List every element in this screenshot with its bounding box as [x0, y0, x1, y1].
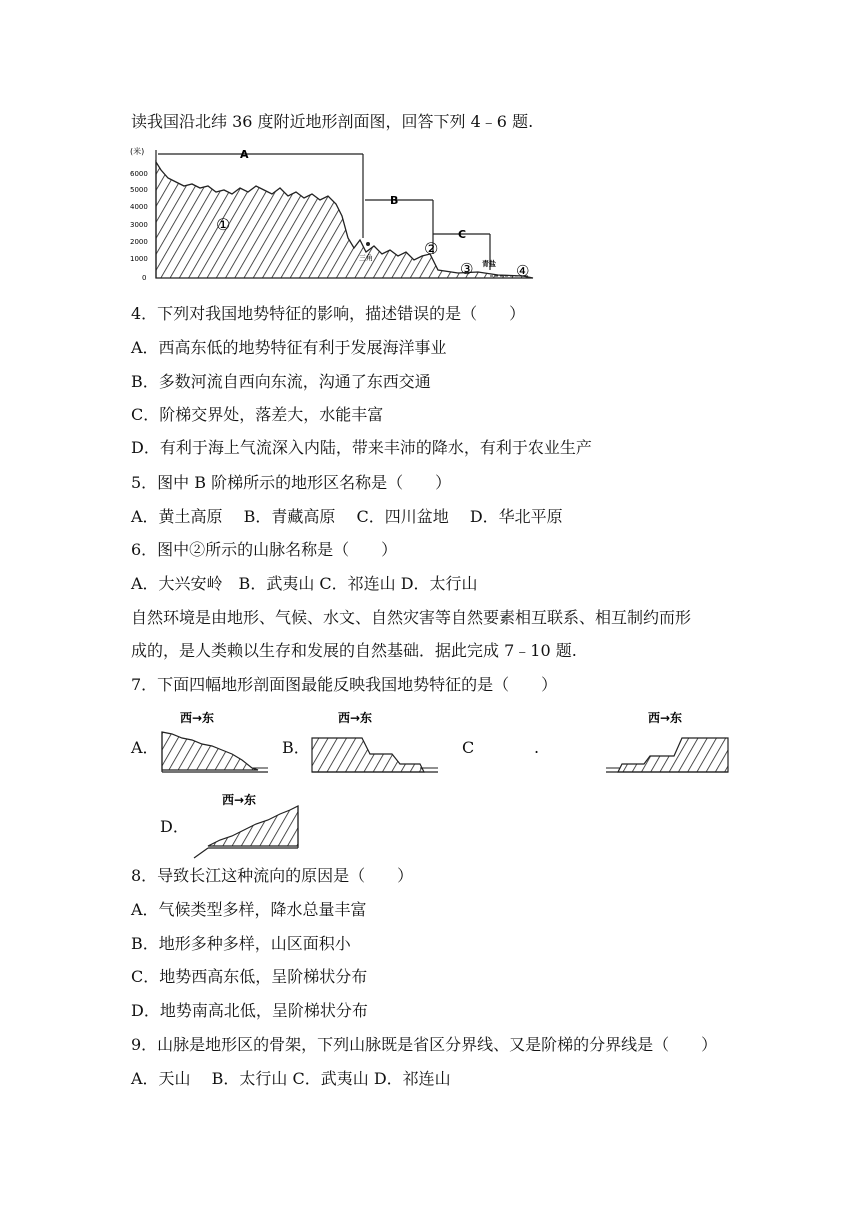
- place-2: 青盐: [482, 260, 496, 268]
- ytick: 0: [142, 274, 147, 282]
- mark-4: ④: [516, 262, 530, 280]
- q9-stem: 9．山脉是地形区的骨架，下列山脉既是省区分界线、又是阶梯的分界线是（ ）: [131, 1035, 718, 1054]
- mark-3: ③: [460, 260, 474, 278]
- q7-label-c: C: [462, 738, 475, 757]
- q6-options: A．大兴安岭 B．武夷山 C．祁连山 D．太行山: [131, 574, 478, 593]
- q6-stem: 6．图中②所示的山脉名称是（ ）: [131, 540, 398, 559]
- q7-dot: .: [534, 738, 540, 757]
- mark-1: ①: [216, 215, 231, 234]
- q7-profile-c: [604, 708, 732, 780]
- q4-option-c: C．阶梯交界处，落差大，水能丰富: [131, 405, 384, 424]
- ytick: 3000: [130, 221, 148, 229]
- q5-stem: 5．图中 B 阶梯所示的地形区名称是（ ）: [131, 473, 452, 492]
- q8-option-a: A．气候类型多样，降水总量丰富: [131, 900, 367, 919]
- q4-option-d: D．有利于海上气流深入内陆，带来丰沛的降水，有利于农业生产: [131, 438, 592, 457]
- q8-option-d: D．地势南高北低，呈阶梯状分布: [131, 1001, 368, 1020]
- q8-option-b: B．地形多种多样，山区面积小: [131, 934, 351, 953]
- terrain-profile-figure: [128, 142, 538, 288]
- ytick: 4000: [130, 203, 148, 211]
- q8-option-c: C．地势西高东低，呈阶梯状分布: [131, 967, 368, 986]
- q9-options: A．天山 B．太行山 C．武夷山 D．祁连山: [131, 1069, 451, 1088]
- intro-7-10-line1: 自然环境是由地形、气候、水文、自然灾害等自然要素相互联系、相互制约而形: [131, 608, 692, 627]
- ytick: 2000: [130, 238, 148, 246]
- terrain-profile: [156, 162, 533, 278]
- q7-profile-d: [190, 790, 302, 862]
- ytick: 6000: [130, 170, 148, 178]
- label-b: B: [390, 194, 399, 207]
- q4-option-b: B．多数河流自西向东流，沟通了东西交通: [131, 372, 431, 391]
- profile-unit: (米): [130, 147, 145, 156]
- q4-stem: 4．下列对我国地势特征的影响，描述错误的是（ ）: [131, 304, 526, 323]
- place-1: 三角: [359, 254, 373, 262]
- q7-label-b: B．: [282, 738, 310, 757]
- q8-stem: 8．导致长江这种流向的原因是（ ）: [131, 866, 414, 885]
- profile-title: 西→东: [648, 711, 683, 725]
- q7-profile-a: [158, 708, 270, 780]
- q4-option-a: A．西高东低的地势特征有利于发展海洋事业: [131, 338, 447, 357]
- label-a: A: [240, 148, 249, 161]
- intro-7-10-line2: 成的，是人类赖以生存和发展的自然基础．据此完成 7﹣10 题.: [131, 641, 577, 660]
- q5-options: A．黄土高原 B．青藏高原 C．四川盆地 D．华北平原: [131, 507, 563, 526]
- ytick: 5000: [130, 186, 148, 194]
- q7-stem: 7．下面四幅地形剖面图最能反映我国地势特征的是（ ）: [131, 675, 558, 694]
- profile-title: 西→东: [180, 711, 215, 725]
- q7-label-d: D．: [160, 817, 189, 836]
- ytick: 1000: [130, 255, 148, 263]
- profile-title: 西→东: [222, 793, 257, 807]
- intro-4-6: 读我国沿北纬 36 度附近地形剖面图，回答下列 4﹣6 题.: [131, 112, 534, 131]
- mark-2: ②: [424, 239, 439, 258]
- q7-profile-b: [308, 708, 440, 780]
- profile-title: 西→东: [338, 711, 373, 725]
- label-c: C: [458, 228, 467, 241]
- q7-label-a: A．: [131, 738, 159, 757]
